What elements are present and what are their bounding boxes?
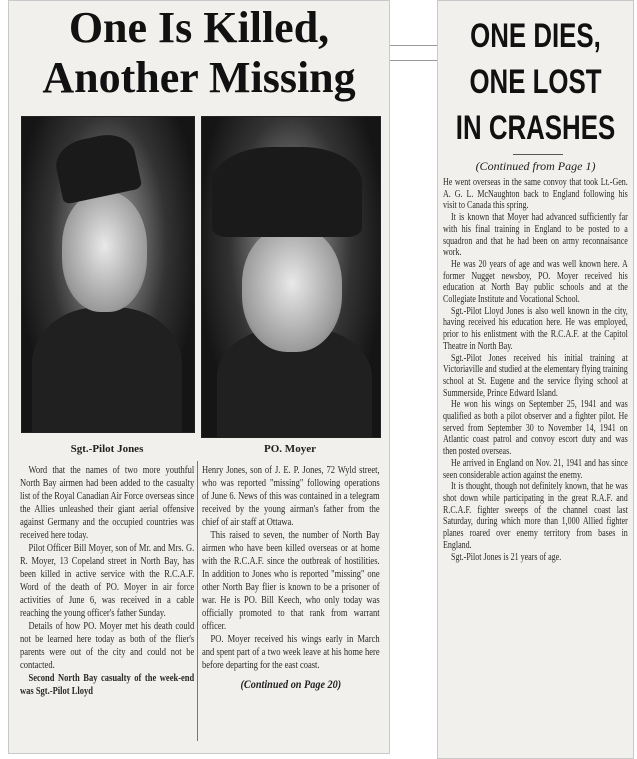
paragraph: Sgt.-Pilot Lloyd Jones is also well known in the city, having received his education here. He was employed, prior to his enlistment with the R.C.A.F. at the Capitol Theatre in North Bay.: [443, 305, 628, 352]
headline-line-3: IN CRASHES: [455, 109, 616, 147]
article-column: [443, 177, 628, 563]
column-rule: [197, 461, 198, 741]
paragraph: He went overseas in the same convoy that took Lt.-Gen. A. G. L. McNaughton back to England following his visit to Canada this spring.: [443, 177, 628, 212]
photo-moyer: [201, 116, 381, 438]
continued-from-label: (Continued from Page 1): [475, 159, 596, 173]
paragraph: Henry Jones, son of J. E. P. Jones, 72 Wyld street, who was reported "missing" following operations of June 6. News of this was contained in a telegram received by the young airman's father from the chief of air staff at Ottawa.: [202, 465, 380, 528]
paragraph: He was 20 years of age and was well known here. A former Nugget newsboy, PO. Moyer received his education at North Bay public schools and at the Collegiate Institute and Vocational School.: [443, 258, 628, 306]
headline-line-2: ONE LOST: [469, 63, 602, 101]
headline-line-2: Another Missing: [42, 53, 356, 102]
paragraph: This raised to seven, the number of North Bay airmen who have been killed overseas or at home with the R.C.A.F. since the outbreak of hostilities. In addition to Jones who is reported "missing" one other North Bay flier is known to be a prisoner of war. He is PO. Bill Keech, who only today was officially promoted to that rank from warrant officer.: [202, 530, 380, 632]
connector-line: [388, 60, 437, 61]
paragraph: Details of how PO. Moyer met his death could not be learned here today as both of the flier's parents were out of the city and could not be contacted.: [20, 621, 195, 671]
article-column-2: [202, 464, 380, 691]
headline-line-1: One Is Killed,: [68, 3, 330, 52]
paragraph: He won his wings on September 25, 1941 and was qualified as both a pilot observer and a fighter pilot. He served from September 30 to November 14, 1941 on Atlantic coast patrol and convoy escort duty and was then posted overseas.: [443, 399, 628, 458]
paragraph: Second North Bay casualty of the week-end was Sgt.-Pilot Lloyd: [20, 673, 195, 697]
paragraph: Sgt.-Pilot Jones is 21 years of age.: [451, 551, 562, 563]
continued-on-label: (Continued on Page 20): [240, 677, 342, 691]
caption-moyer: PO. Moyer: [264, 443, 316, 455]
paragraph: Word that the names of two more youthful North Bay airmen had been added to the casualty list of the Royal Canadian Air Force overseas since the Allies unleashed their giant aerial offensive against Germany and the occupied countries was received here today.: [20, 465, 195, 541]
paragraph: He arrived in England on Nov. 21, 1941 and has since seen considerable action against the enemy.: [443, 457, 628, 481]
paragraph: Pilot Officer Bill Moyer, son of Mr. and Mrs. G. R. Moyer, 13 Copeland street in North Bay, has been killed in active service with the R.C.A.F. Word of the death of PO. Moyer in air force activities of June 6, was received in a cable reaching the young officer's father Sunday.: [20, 543, 195, 619]
paragraph: Sgt.-Pilot Jones received his initial training at Victoriaville and studied at the elementary flying training school at St. Eugene and the service flying school at Summerside, Prince Edward Island.: [443, 352, 628, 399]
paragraph: PO. Moyer received his wings early in March and spent part of a two week leave at his home here before departing for the east coast.: [202, 634, 380, 671]
photo-jones: [21, 116, 195, 433]
caption-jones: Sgt.-Pilot Jones: [70, 443, 144, 455]
connector-line: [388, 45, 437, 46]
article-column-1: [20, 464, 194, 698]
paragraph: It is known that Moyer had advanced sufficiently far with his final training in England to be posted to a squadron and that he had been on army reconnaisance work.: [443, 212, 628, 259]
divider: [513, 154, 563, 155]
left-clipping: [8, 0, 390, 754]
right-clipping: [437, 0, 634, 759]
paragraph: It is thought, though not definitely known, that he was shot down while participating in the great R.A.F. and R.C.A.F. fighter sweeps of the channel coast last Saturday, during which more than 1,000 Allied fighter planes roared over enemy territory from bases in England.: [443, 481, 628, 551]
headline-line-1: ONE DIES,: [470, 17, 601, 55]
